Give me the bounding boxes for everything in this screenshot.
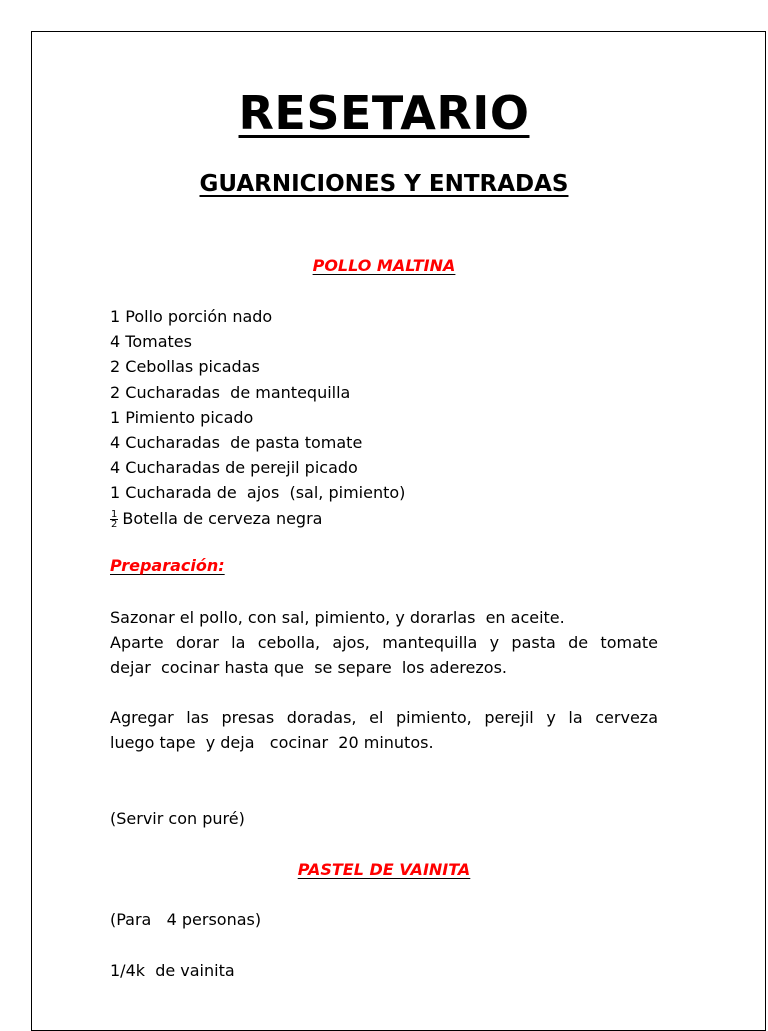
recipe-title-pollo-maltina: POLLO MALTINA [312,256,456,275]
preparation-line: Aparte dorar la cebolla, ajos, mantequilla y pasta de tomate [110,633,658,653]
ingredient-item: 2 Cucharadas de mantequilla [110,382,351,402]
ingredient-list [110,304,405,531]
serving-note-text: (Servir con puré) [110,809,245,828]
ingredient-item: 1 Cucharada de ajos (sal, pimiento) [110,483,406,503]
ingredient-text: Botella de cerveza negra [122,508,323,528]
ingredient-item: 1 Pollo porción nado [110,307,273,326]
preparation-line: luego tape y deja cocinar 20 minutos. [110,733,434,753]
ingredient-item: 4 Tomates [110,332,192,352]
preparation-line: dejar cocinar hasta que se separe los aderezos. [110,658,507,678]
serving-note [110,806,658,831]
ingredient-item: 1/4k de vainita [110,961,235,980]
ingredient-item: 4 Cucharadas de pasta tomate [110,433,363,453]
preparation-line: Sazonar el pollo, con sal, pimiento, y dorarlas en aceite. [110,608,565,627]
ingredient-item: 1 Pimiento picado [110,407,254,427]
document-subtitle: GUARNICIONES Y ENTRADAS [199,171,569,197]
ingredient-item-beer [110,506,405,531]
preparation-paragraph-2 [110,705,658,755]
recipe-title-pastel-de-vainita: PASTEL DE VAINITA [297,860,471,879]
preparation-line: Agregar las presas doradas, el pimiento, perejil y la cerveza [110,708,658,727]
fraction-numerator: 1 [111,508,118,520]
ingredient-item: 2 Cebollas picadas [110,357,260,377]
half-fraction [110,510,118,529]
fraction-denominator: 2 [111,518,118,530]
portions-text: (Para 4 personas) [110,910,262,929]
portions-note [110,907,658,932]
ingredient-list-2 [110,958,658,983]
document-title: RESETARIO [238,86,530,140]
preparation-paragraph-1 [110,605,658,681]
ingredient-item: 4 Cucharadas de perejil picado [110,458,358,478]
preparation-heading: Preparación: [110,556,225,575]
